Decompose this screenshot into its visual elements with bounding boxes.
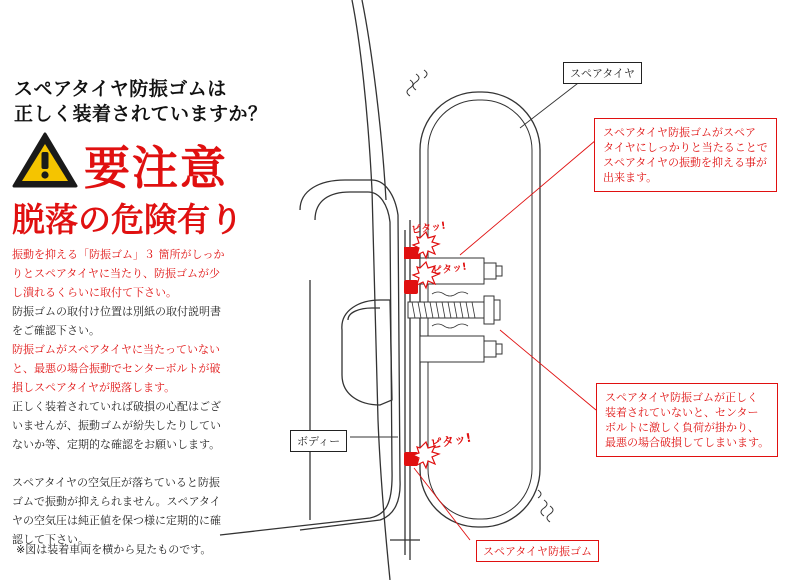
rubber-label: スペアタイヤ防振ゴム [476,540,599,562]
body-line: し潰れるくらいに取付て下さい。 [12,286,177,299]
callout-bottom-line: 装着されていないと、センター [605,406,759,419]
body-line: 認して下さい。 [12,533,89,546]
callout-bottom-line: スペアタイヤ防振ゴムが正しく [605,391,759,404]
callout-top-line: タイヤにしっかりと当たることで [603,141,768,154]
headline-line-2: 正しく装着されていますか？ [14,103,268,125]
warning-subtitle: 脱落の危険有り [12,200,243,239]
body-line: ないか等、定期的な確認をお願いします。 [12,438,221,451]
pita-label-1: ピタッ! [410,220,447,237]
callout-top-line: 出来ます。 [603,171,658,184]
vehicle-body-outline [220,0,420,580]
body-line: 正しく装着されていれば破損の心配はござ [12,400,221,413]
body-line: 振動を抑える「防振ゴム」３ 箇所がしっか [12,248,225,261]
body-line: りとスペアタイヤに当たり、防振ゴムが少 [12,267,221,280]
vibration-rubber-pads [404,247,420,466]
body-label: ボディー [290,430,347,452]
body-line: ヤの空気圧は純正値を保つ様に定期的に確 [12,514,221,527]
body-line: 損しスペアタイヤが脱落します。 [12,381,176,394]
pita-label-3: ピタッ! [429,430,473,452]
body-line: スペアタイヤの空気圧が落ちていると防振 [12,476,220,489]
body-line: 防振ゴムがスペアタイヤに当たっていない [12,343,221,356]
callout-top-line: スペアタイヤ防振ゴムがスペア [603,126,757,139]
callout-incorrect-install [596,383,778,457]
spare-tire-label: スペアタイヤ [563,62,642,84]
headline-line-1: スペアタイヤ防振ゴムは [14,78,227,100]
body-line: と、最悪の場合振動でセンターボルトが破 [12,362,221,375]
body-line: いませんが、振動ゴムが紛失したりしてい [12,419,221,432]
footnote: ※図は装着車両を横から見たものです。 [16,543,212,556]
callout-bottom-line: 最悪の場合破損してしまいます。 [605,436,770,449]
body-line: ゴムで振動が抑えられません。スペアタイ [12,495,221,508]
callout-bottom-line: ボルトに激しく負荷が掛かり、 [605,421,759,434]
warning-title: 要注意 [84,141,228,195]
callout-correct-install [594,118,777,192]
body-line: をご確認下さい。 [12,324,100,337]
callout-top-line: スペアタイヤの振動を抑える事が [603,156,768,169]
pita-label-2: ピタッ! [431,261,468,278]
body-line: 防振ゴムの取付け位置は別紙の取付説明書 [12,305,221,318]
